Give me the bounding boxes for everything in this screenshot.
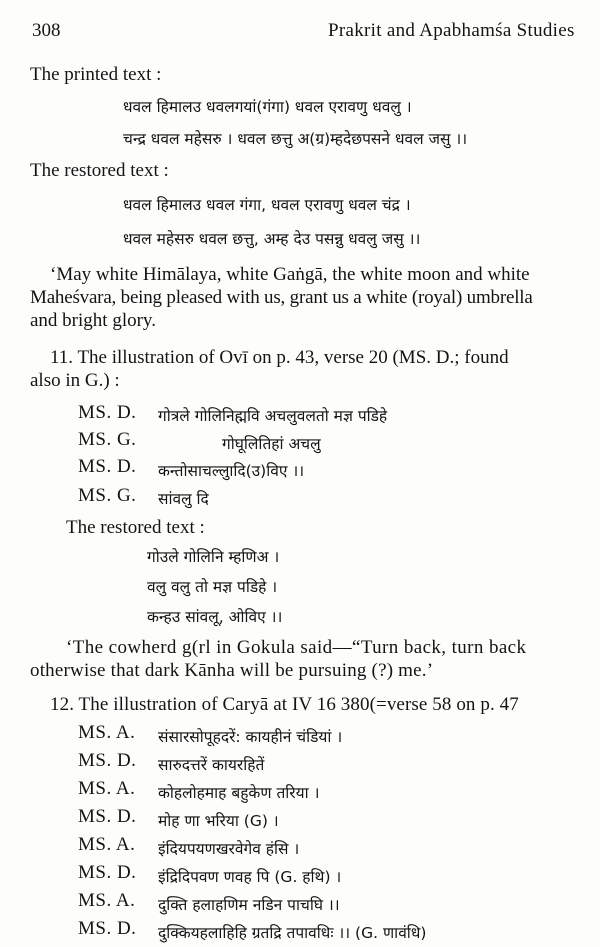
ms-text: सांवलु दि bbox=[158, 490, 209, 508]
restored2-line-3: कन्हउ सांवलू, ओविए ।। bbox=[147, 608, 283, 626]
ms-label: MS. D. bbox=[78, 456, 137, 477]
printed-line-2: चन्द्र धवल महेसरु । धवल छत्तु अ(ग्र)म्हदेछपसने धवल जसु ।। bbox=[123, 130, 468, 148]
printed-line-1: धवल हिमालउ धवलगयां(गंगा) धवल एरावणु धवलु । bbox=[123, 98, 412, 116]
translation-line-2: Maheśvara, being pleased with us, grant us a white (royal) umbrella bbox=[30, 287, 533, 308]
ms-label: MS. D. bbox=[78, 806, 137, 827]
restored2-line-2: वलु वलु तो मज्ञ पडिहे । bbox=[147, 578, 278, 596]
ms-label: MS. A. bbox=[78, 778, 136, 799]
page-number: 308 bbox=[32, 20, 61, 41]
ms-text: इंदियपयणखरवेगेव हंसि । bbox=[158, 840, 300, 858]
section-11-heading-2: also in G.) : bbox=[30, 370, 120, 391]
ms-text: मोह णा भरिया (G) । bbox=[158, 812, 279, 830]
translation2-line-2: otherwise that dark Kānha will be pursuing (?) me.’ bbox=[30, 660, 434, 681]
ms-label: MS. A. bbox=[78, 834, 136, 855]
ms-label: MS. D. bbox=[78, 918, 137, 939]
translation-line-1: ‘May white Himālaya, white Gaṅgā, the white moon and white bbox=[50, 264, 530, 285]
ms-text: कन्तोसाचल्लुादि(उ)विए ।। bbox=[158, 462, 305, 480]
translation2-line-1: ‘The cowherd g(rl in Gokula said—“Turn back, turn back bbox=[66, 637, 527, 658]
ms-label: MS. A. bbox=[78, 890, 136, 911]
running-title: Prakrit and Apabhamśa Studies bbox=[328, 20, 575, 41]
ms-text: दुक्ति हलाहणिम नडिन पाचघि ।। bbox=[158, 896, 340, 914]
ms-label: MS. D. bbox=[78, 750, 137, 771]
ms-text: दुक्कियहलाहिहि ग्रतद्रि तपावधिः ।। (G. णावंधि) bbox=[158, 924, 427, 942]
ms-label: MS. A. bbox=[78, 722, 136, 743]
restored-line-1: धवल हिमालउ धवल गंगा, धवल एरावणु धवल चंद्र । bbox=[123, 196, 411, 214]
ms-label: MS. D. bbox=[78, 862, 137, 883]
section-11-heading-1: 11. The illustration of Ovī on p. 43, verse 20 (MS. D.; found bbox=[50, 347, 509, 368]
translation-line-3: and bright glory. bbox=[30, 310, 156, 331]
ms-text: सारुदत्तरें कायरहितें bbox=[158, 756, 265, 774]
ms-text: कोहलोहमाह बहुकेण तरिया । bbox=[158, 784, 320, 802]
restored-text-label: The restored text : bbox=[30, 160, 169, 181]
ms-text: इंद्रिदिपवण णवह पि (G. हथि) । bbox=[158, 868, 342, 886]
ms-text: गोत्रले गोलिनिह्मवि अचलुवलतो मज्ञ पडिहे bbox=[158, 407, 388, 425]
ms-label: MS. D. bbox=[78, 402, 137, 423]
section-12-heading: 12. The illustration of Caryā at IV 16 380(=verse 58 on p. 47 bbox=[50, 694, 519, 715]
ms-text: गोघूलितिहां अचलु bbox=[222, 435, 321, 453]
restored2-line-1: गोउले गोलिनि म्हणिअ । bbox=[147, 548, 280, 566]
ms-label: MS. G. bbox=[78, 429, 137, 450]
printed-text-label: The printed text : bbox=[30, 64, 162, 85]
ms-label: MS. G. bbox=[78, 485, 137, 506]
ms-text: संसारसोपूहदरें: कायहीनं चंडियां । bbox=[158, 728, 343, 746]
restored-text-label-2: The restored text : bbox=[66, 517, 205, 538]
restored-line-2: धवल महेसरु धवल छत्तु, अम्ह देउ पसन्नु धवलु जसु ।। bbox=[123, 230, 421, 248]
